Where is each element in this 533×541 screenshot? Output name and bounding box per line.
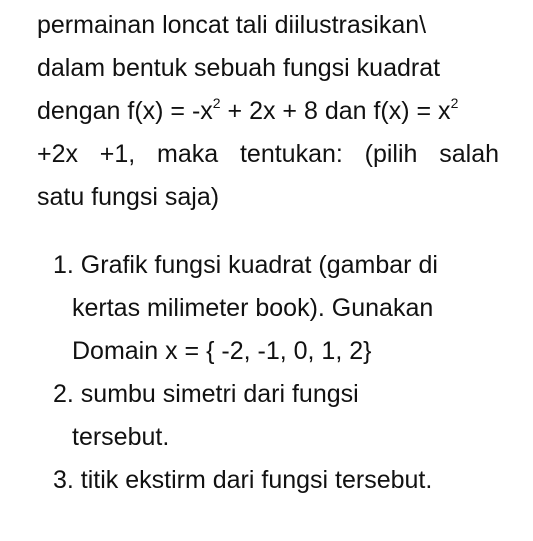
- task-list: [53, 244, 503, 502]
- paragraph-line: dalam bentuk sebuah fungsi kuadrat: [37, 54, 441, 82]
- function-text: + 2x + 8 dan f(x) = x: [220, 97, 451, 125]
- function-text: dengan f(x) = -x: [37, 97, 213, 125]
- list-item-text: Domain x = { -2, -1, 0, 1, 2}: [72, 337, 372, 365]
- paragraph-line: satu fungsi saja): [37, 183, 220, 211]
- problem-paragraph: [37, 4, 499, 219]
- list-item: [53, 244, 503, 373]
- paragraph-line: permainan loncat tali diilustrasikan\: [37, 11, 427, 39]
- paragraph-line-with-functions: [37, 90, 499, 133]
- list-item-text: 3. titik ekstirm dari fungsi tersebut.: [53, 466, 433, 494]
- list-item: [53, 373, 503, 459]
- exponent: 2: [212, 95, 221, 111]
- list-item-text: kertas milimeter book). Gunakan: [72, 294, 434, 322]
- list-item-text: 1. Grafik fungsi kuadrat (gambar di: [53, 251, 438, 279]
- list-item-text: 2. sumbu simetri dari fungsi: [53, 380, 359, 408]
- list-item-text: tersebut.: [72, 423, 170, 451]
- exponent: 2: [450, 95, 459, 111]
- list-item: [53, 459, 503, 502]
- paragraph-line: +2x +1, maka tentukan: (pilih salah: [37, 140, 499, 168]
